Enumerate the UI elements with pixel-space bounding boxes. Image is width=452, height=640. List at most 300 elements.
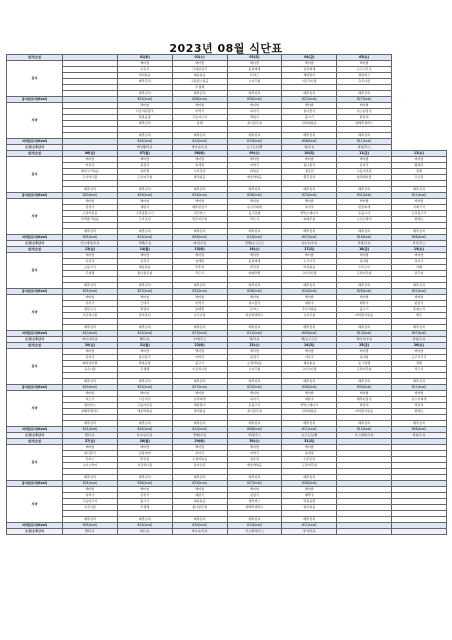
snack-item xyxy=(392,529,447,535)
lunch-item: 배추김치 xyxy=(172,379,227,385)
lunch-item: 장조림 xyxy=(282,169,337,175)
dinner-item: 된장국 xyxy=(392,301,447,307)
lunch-item: 배추김치 xyxy=(392,283,447,289)
lunch-item: 무생채 xyxy=(117,367,172,373)
snack-item: 떡/우유 xyxy=(227,337,282,343)
lunch-item: 배추김치 xyxy=(337,187,392,193)
dinner-item: 양배추샐러드 xyxy=(63,409,118,415)
dinner-calorie: 612(kcal) xyxy=(227,523,282,529)
dinner-calorie: 611(kcal) xyxy=(282,427,337,433)
dinner-item: 배추김치 xyxy=(63,517,118,523)
dinner-item: 양배추샐러드 xyxy=(227,505,282,511)
dinner-item: 시금치된장국 xyxy=(117,109,172,115)
lunch-item: 육개장 xyxy=(337,355,392,361)
dinner-calorie: 614(kcal) xyxy=(63,427,118,433)
lunch-item: 배추김치 xyxy=(227,379,282,385)
lunch-calorie: 622(kcal) xyxy=(282,97,337,103)
day-date: 14(월) xyxy=(117,247,172,253)
dinner-calorie-label: 저녁칼로리(Kcal) xyxy=(7,331,63,337)
lunch-item: 배추김치 xyxy=(63,187,118,193)
lunch-calorie: 627(kcal) xyxy=(172,385,227,391)
dinner-item: 숙주나물 xyxy=(63,505,118,511)
dinner-item: 배추김치 xyxy=(282,325,337,331)
lunch-item: 애호박볶음 xyxy=(227,463,282,469)
day-date: 31(목) xyxy=(282,439,337,445)
lunch-item: 어묵볶음 xyxy=(282,265,337,271)
header-label: 일자/요일 xyxy=(7,151,63,157)
lunch-item: 삼계탕 xyxy=(172,259,227,265)
lunch-item: 백미밥 xyxy=(63,157,118,163)
dinner-item: 생선구이 xyxy=(63,307,118,313)
dinner-calorie: 615(kcal) xyxy=(227,139,282,145)
lunch-calorie: 629(kcal) xyxy=(63,385,118,391)
dinner-item: 두부조림 xyxy=(117,217,172,223)
dinner-item: 감자채볶음 xyxy=(282,121,337,127)
dinner-item: 닭볶음탕 xyxy=(117,115,172,121)
dinner-item: 닭갈비 xyxy=(337,403,392,409)
lunch-item: 된장찌개 xyxy=(227,259,282,265)
lunch-item: 배추김치 xyxy=(282,91,337,97)
dinner-item: 콩나물국 xyxy=(282,109,337,115)
dinner-item: 쌈무 xyxy=(392,313,447,319)
lunch-item: 계란말이 xyxy=(282,73,337,79)
lunch-label: 중식 xyxy=(7,253,63,289)
dinner-item: 배추된장국 xyxy=(337,397,392,403)
dinner-item: 배추김치 xyxy=(227,229,282,235)
lunch-item: 배추김치 xyxy=(392,379,447,385)
lunch-item: 백미밥 xyxy=(172,61,227,67)
dinner-item: 콩나물무침 xyxy=(227,409,282,415)
lunch-item: 도라지무침 xyxy=(117,175,172,181)
dinner-item: 백미밥 xyxy=(282,487,337,493)
lunch-item: 장조림 xyxy=(227,457,282,463)
meal-plan-table xyxy=(6,54,447,535)
day-date: 12(토) xyxy=(392,151,447,157)
lunch-calorie: 628(kcal) xyxy=(337,289,392,295)
lunch-item: 백미밥 xyxy=(337,349,392,355)
lunch-calorie-label: 중식칼로리(Kcal) xyxy=(7,385,63,391)
header-label: 일자/요일 xyxy=(7,439,63,445)
dinner-item: 미역줄기볶음 xyxy=(337,409,392,415)
lunch-item: 배추김치 xyxy=(172,91,227,97)
dinner-item: 미역줄기볶음 xyxy=(63,217,118,223)
dinner-item: 주꾸미볶음 xyxy=(282,307,337,313)
lunch-item: 된장찌개 xyxy=(227,67,282,73)
day-date: 02(수) xyxy=(172,55,227,61)
lunch-item: 배추김치 xyxy=(117,79,172,85)
day-date: 04(금) xyxy=(282,55,337,61)
dinner-label: 저녁 xyxy=(7,103,63,139)
lunch-calorie: 632(kcal) xyxy=(172,289,227,295)
snack-item: 약과/주스 xyxy=(227,433,282,439)
dinner-item: 떡갈비 xyxy=(117,307,172,313)
dinner-calorie: 608(kcal) xyxy=(227,427,282,433)
snack-item: 파이/우유 xyxy=(172,241,227,247)
dinner-item: 배추김치 xyxy=(392,421,447,427)
dinner-item: 배추김치 xyxy=(63,325,118,331)
dinner-item: 떡갈비 xyxy=(392,403,447,409)
day-date: 05(토) xyxy=(337,55,392,61)
snack-item: 떡/두유 xyxy=(117,529,172,535)
dinner-item: 김칫국 xyxy=(117,493,172,499)
dinner-calorie: 611(kcal) xyxy=(227,331,282,337)
lunch-item: 백미밥 xyxy=(282,61,337,67)
lunch-item: 감자국 xyxy=(63,355,118,361)
snack-item: 바나나/우유 xyxy=(63,337,118,343)
lunch-item: 감자국 xyxy=(337,163,392,169)
lunch-calorie: 621(kcal) xyxy=(392,385,447,391)
lunch-item: 백미밥 xyxy=(227,157,282,163)
lunch-item: 두부조림 xyxy=(282,457,337,463)
lunch-label: 중식 xyxy=(7,157,63,193)
dinner-item: 배추김치 xyxy=(117,121,172,127)
lunch-item: 도라지무침 xyxy=(337,271,392,277)
lunch-item: 돼지고기볶음 xyxy=(63,169,118,175)
dinner-item: 콩나물국 xyxy=(227,301,282,307)
dinner-item: 백미밥 xyxy=(337,295,392,301)
lunch-item: 돼지갈비찜 xyxy=(63,361,118,367)
lunch-item: 오징어볶음 xyxy=(227,361,282,367)
dinner-item: 닭볶음탕 xyxy=(282,499,337,505)
dinner-item: 제육볶음 xyxy=(172,499,227,505)
lunch-calorie-label: 중식칼로리(Kcal) xyxy=(7,97,63,103)
lunch-item: 백미밥 xyxy=(63,445,118,451)
snack-item: 찐빵/우유 xyxy=(172,433,227,439)
dinner-item: 시래기국 xyxy=(392,205,447,211)
lunch-item: 소고기무국 xyxy=(392,355,447,361)
lunch-item: 육개장 xyxy=(172,163,227,169)
dinner-item: 배추김치 xyxy=(172,421,227,427)
lunch-item: 단무지 xyxy=(392,271,447,277)
dinner-item: 계란국 xyxy=(117,205,172,211)
day-date: 22(화) xyxy=(172,343,227,349)
dinner-calorie: 609(kcal) xyxy=(63,523,118,529)
dinner-calorie: 610(kcal) xyxy=(117,427,172,433)
dinner-item: 쌈채소 xyxy=(392,217,447,223)
dinner-item: 백미밥 xyxy=(172,487,227,493)
dinner-item: 불고기 xyxy=(337,307,392,313)
dinner-item: 배추김치 xyxy=(392,229,447,235)
dinner-item: 백미밥 xyxy=(63,391,118,397)
lunch-item: 백미밥 xyxy=(117,253,172,259)
lunch-item: 백미밥 xyxy=(282,349,337,355)
lunch-item: 무나물 xyxy=(392,175,447,181)
dinner-calorie: 606(kcal) xyxy=(392,427,447,433)
snack-item: 식빵/두유 xyxy=(117,241,172,247)
dinner-item: 배추김치 xyxy=(337,133,392,139)
dinner-item: 된장찌개 xyxy=(337,205,392,211)
day-date: 19(토) xyxy=(392,247,447,253)
dinner-calorie: 613(kcal) xyxy=(337,331,392,337)
lunch-item: 버섯볶음 xyxy=(117,73,172,79)
dinner-item: 미역국 xyxy=(172,109,227,115)
dinner-item: 백미밥 xyxy=(282,199,337,205)
lunch-item: 감자조림 xyxy=(172,463,227,469)
lunch-item: 백미밥 xyxy=(117,157,172,163)
dinner-item: 배추김치 xyxy=(337,325,392,331)
dinner-item: 미역줄기볶음 xyxy=(337,313,392,319)
lunch-item: 백미밥 xyxy=(282,253,337,259)
dinner-calorie: 613(kcal) xyxy=(117,523,172,529)
day-date: 23(수) xyxy=(227,343,282,349)
dinner-item: 양배추샐러드 xyxy=(337,121,392,127)
dinner-calorie: 610(kcal) xyxy=(172,523,227,529)
lunch-item: 오징어볶음 xyxy=(172,457,227,463)
dinner-item: 백미밥 xyxy=(172,199,227,205)
lunch-item: 불고기 xyxy=(172,361,227,367)
lunch-calorie: 629(kcal) xyxy=(117,193,172,199)
dinner-item: 배추김치 xyxy=(117,517,172,523)
dinner-item: 유부국 xyxy=(63,301,118,307)
lunch-item: 그린빈스볶음 xyxy=(172,79,227,85)
lunch-calorie: 621(kcal) xyxy=(392,193,447,199)
lunch-item: 배추김치 xyxy=(227,283,282,289)
snack-item: 빵/우유 xyxy=(63,529,118,535)
lunch-item: 배추김치 xyxy=(117,91,172,97)
dinner-item: 백미밥 xyxy=(227,103,282,109)
snack-item: 옥수수/우유 xyxy=(282,241,337,247)
lunch-item: 배추김치 xyxy=(227,91,282,97)
dinner-item: 백미밥 xyxy=(117,295,172,301)
title-text: 2023년 08월 식단표 xyxy=(169,42,283,55)
snack-item: 바나나/우유 xyxy=(172,529,227,535)
lunch-item: 배추김치 xyxy=(282,475,337,481)
dinner-item: 계란말이 xyxy=(172,403,227,409)
snack-item: 카스테라/우유 xyxy=(337,433,392,439)
snack-item: 과일/두유 xyxy=(392,337,447,343)
lunch-calorie: 624(kcal) xyxy=(63,481,118,487)
lunch-item: 배추김치 xyxy=(282,379,337,385)
snack-item: 카스테라/주스 xyxy=(227,529,282,535)
snack-item: 빵/우유 xyxy=(63,433,118,439)
dinner-item: 백미밥 xyxy=(227,487,282,493)
lunch-item: 배추김치 xyxy=(63,475,118,481)
snack-item: 떡/우유 xyxy=(282,145,337,151)
lunch-item: 배추김치 xyxy=(337,283,392,289)
dinner-item: 배추김치 xyxy=(282,133,337,139)
snack-item: 해성빵/우유 xyxy=(117,145,172,151)
dinner-item: 배추국 xyxy=(282,493,337,499)
dinner-calorie: 607(kcal) xyxy=(282,235,337,241)
dinner-item: 배추김치 xyxy=(337,229,392,235)
lunch-calorie: 626(kcal) xyxy=(282,385,337,391)
lunch-calorie: 627(kcal) xyxy=(227,481,282,487)
dinner-item: 백미밥 xyxy=(63,487,118,493)
dinner-label: 저녁 xyxy=(7,487,63,523)
lunch-calorie: 626(kcal) xyxy=(227,289,282,295)
dinner-item: 동태찜 xyxy=(172,307,227,313)
dinner-item: 배추김치 xyxy=(282,517,337,523)
lunch-calorie: 626(kcal) xyxy=(282,481,337,487)
snack-label: 오전/오후간식 xyxy=(7,529,63,535)
lunch-item: 백미밥 xyxy=(63,253,118,259)
dinner-calorie: 605(kcal) xyxy=(63,235,118,241)
lunch-item: 고사리나물 xyxy=(63,175,118,181)
dinner-item: 북어국 xyxy=(282,205,337,211)
dinner-item: 김치찌개 xyxy=(172,397,227,403)
lunch-item: 소불고기 xyxy=(63,265,118,271)
lunch-calorie: 627(kcal) xyxy=(117,289,172,295)
day-date: 07(월) xyxy=(117,151,172,157)
lunch-item: 제육볶음 xyxy=(117,265,172,271)
lunch-item: 된장국 xyxy=(227,355,282,361)
lunch-calorie: 624(kcal) xyxy=(282,289,337,295)
lunch-item: 콩나물국 xyxy=(117,355,172,361)
lunch-item: 북어국 xyxy=(392,259,447,265)
dinner-item: 훈제오리 xyxy=(392,307,447,313)
dinner-item: 배추김치 xyxy=(63,421,118,427)
dinner-item: 백미밥 xyxy=(337,199,392,205)
lunch-item: 청경채나물 xyxy=(337,175,392,181)
lunch-item: 배추김치 xyxy=(117,379,172,385)
snack-item: 과일/주스 xyxy=(337,145,392,151)
lunch-calorie: 625(kcal) xyxy=(117,97,172,103)
lunch-calorie-label: 중식칼로리(Kcal) xyxy=(7,289,63,295)
lunch-item: 백미밥 xyxy=(227,349,282,355)
dinner-item: 백미밥 xyxy=(392,391,447,397)
lunch-item: 두부조림 xyxy=(172,169,227,175)
lunch-item: 소고기국 xyxy=(282,259,337,265)
dinner-item: 백미밥 xyxy=(117,487,172,493)
day-date: 16(수) xyxy=(227,247,282,253)
dinner-item: 북어국 xyxy=(227,109,282,115)
snack-item: 케이크/우유 xyxy=(337,337,392,343)
lunch-item: 백미밥 xyxy=(392,349,447,355)
lunch-item: 배추김치 xyxy=(337,91,392,97)
day-date: 17(목) xyxy=(282,247,337,253)
dinner-item: 배추김치 xyxy=(63,229,118,235)
lunch-item: 된장찌개 xyxy=(117,451,172,457)
lunch-item: 깍두기 xyxy=(392,367,447,373)
lunch-item: 애호박볶음 xyxy=(227,175,282,181)
day-date: 15(화) xyxy=(172,247,227,253)
dinner-item: 고추장불고기 xyxy=(117,211,172,217)
lunch-item: 고사리나물 xyxy=(282,367,337,373)
lunch-item: 도라지무침 xyxy=(282,463,337,469)
dinner-item: 치킨까스 xyxy=(172,211,227,217)
dinner-item: 백미밥 xyxy=(227,391,282,397)
dinner-item: 백미밥 xyxy=(172,103,227,109)
lunch-item: 생선까스 xyxy=(337,73,392,79)
dinner-item: 감자조림 xyxy=(117,313,172,319)
dinner-item: 시금치국 xyxy=(117,397,172,403)
lunch-item: 미역국 xyxy=(227,451,282,457)
dinner-item: 배추김치 xyxy=(172,133,227,139)
lunch-calorie: 624(kcal) xyxy=(172,193,227,199)
dinner-item: 불고기 xyxy=(117,499,172,505)
dinner-item: 배추김치 xyxy=(282,421,337,427)
lunch-calorie: 630(kcal) xyxy=(337,385,392,391)
lunch-item: 배추김치 xyxy=(172,283,227,289)
dinner-item: 백미밥 xyxy=(117,103,172,109)
dinner-calorie: 609(kcal) xyxy=(282,331,337,337)
day-date: 25(금) xyxy=(337,343,392,349)
dinner-item: 콩나물무침 xyxy=(227,121,282,127)
dinner-item: 백미밥 xyxy=(117,391,172,397)
lunch-item: 시금치나물 xyxy=(282,79,337,85)
lunch-item: 백미밥 xyxy=(172,253,227,259)
dinner-item: 생선까스 xyxy=(63,403,118,409)
snack-item: 카스테라/우유 xyxy=(63,241,118,247)
day-date: 26(토) xyxy=(392,343,447,349)
lunch-item: 배추김치 xyxy=(337,379,392,385)
dinner-item: 닭갈비 xyxy=(337,115,392,121)
lunch-calorie-label: 중식칼로리(Kcal) xyxy=(7,481,63,487)
day-date: 08(화) xyxy=(172,151,227,157)
snack-item: 약과/두유 xyxy=(337,241,392,247)
lunch-item: 배추김치 xyxy=(172,187,227,193)
day-date: 29(화) xyxy=(172,439,227,445)
dinner-item: 오리불고기 xyxy=(392,211,447,217)
lunch-item: 백미밥 xyxy=(63,349,118,355)
dinner-item: 배추김치 xyxy=(117,421,172,427)
day-date: 24(목) xyxy=(282,343,337,349)
day-date: 30(수) xyxy=(227,439,282,445)
dinner-item: 고등어구이 xyxy=(172,115,227,121)
lunch-item: 김치찌개 xyxy=(282,67,337,73)
dinner-item: 오징어볶음 xyxy=(63,211,118,217)
lunch-item: 멸치볶음 xyxy=(172,175,227,181)
lunch-item: 배추김치 xyxy=(282,187,337,193)
dinner-label: 저녁 xyxy=(7,199,63,235)
snack-item: 빵/요구르트 xyxy=(282,337,337,343)
day-date: 20(일) xyxy=(63,343,118,349)
dinner-item: 불고기 xyxy=(282,115,337,121)
lunch-item: 숙주나물 xyxy=(337,79,392,85)
dinner-item: 시금치나물 xyxy=(63,313,118,319)
dinner-item: 백미밥 xyxy=(227,295,282,301)
lunch-item: 동그랑땡 xyxy=(337,361,392,367)
lunch-item: 시금치나물 xyxy=(117,463,172,469)
header-label: 일자/요일 xyxy=(7,55,63,61)
dinner-item: 계란국 xyxy=(172,493,227,499)
dinner-item: 백미밥 xyxy=(117,199,172,205)
lunch-item: 오이소박이 xyxy=(63,463,118,469)
lunch-item: 근대된장국 xyxy=(172,67,227,73)
dinner-item: 숙주나물 xyxy=(172,313,227,319)
dinner-item: 콩나물무침 xyxy=(172,505,227,511)
dinner-item: 돈불고기 xyxy=(337,211,392,217)
lunch-item: 백미밥 xyxy=(282,157,337,163)
lunch-item: 백미밥 xyxy=(392,253,447,259)
snack-label: 오전/오후간식 xyxy=(7,337,63,343)
dinner-item: 미소된장국 xyxy=(337,109,392,115)
lunch-item: 백미밥 xyxy=(117,349,172,355)
snack-row xyxy=(7,529,447,535)
lunch-item: 배추김치 xyxy=(172,475,227,481)
day-date: 21(월) xyxy=(117,343,172,349)
lunch-item: 북어국 xyxy=(172,451,227,457)
snack-item: 쿠키/주스 xyxy=(392,241,447,247)
snack-item: 옥수수/두유 xyxy=(117,433,172,439)
lunch-item: 닭강정 xyxy=(117,457,172,463)
lunch-calorie: 627(kcal) xyxy=(337,97,392,103)
dinner-item: 백미밥 xyxy=(392,199,447,205)
dinner-item: 백미밥 xyxy=(172,391,227,397)
lunch-item: 백미밥 xyxy=(172,349,227,355)
lunch-item: 황태국 xyxy=(392,163,447,169)
header-label: 일자/요일 xyxy=(7,343,63,349)
dinner-calorie: 612(kcal) xyxy=(172,139,227,145)
lunch-item: 소고기무국 xyxy=(337,67,392,73)
lunch-item: 닭강정 xyxy=(227,265,282,271)
dinner-item: 근대국 xyxy=(117,301,172,307)
dinner-item: 백미밥 xyxy=(392,295,447,301)
dinner-item: 잡채 xyxy=(172,121,227,127)
lunch-item: 도라지무침 xyxy=(337,367,392,373)
day-date: 03(목) xyxy=(227,55,282,61)
dinner-item: 백미밥 xyxy=(337,391,392,397)
